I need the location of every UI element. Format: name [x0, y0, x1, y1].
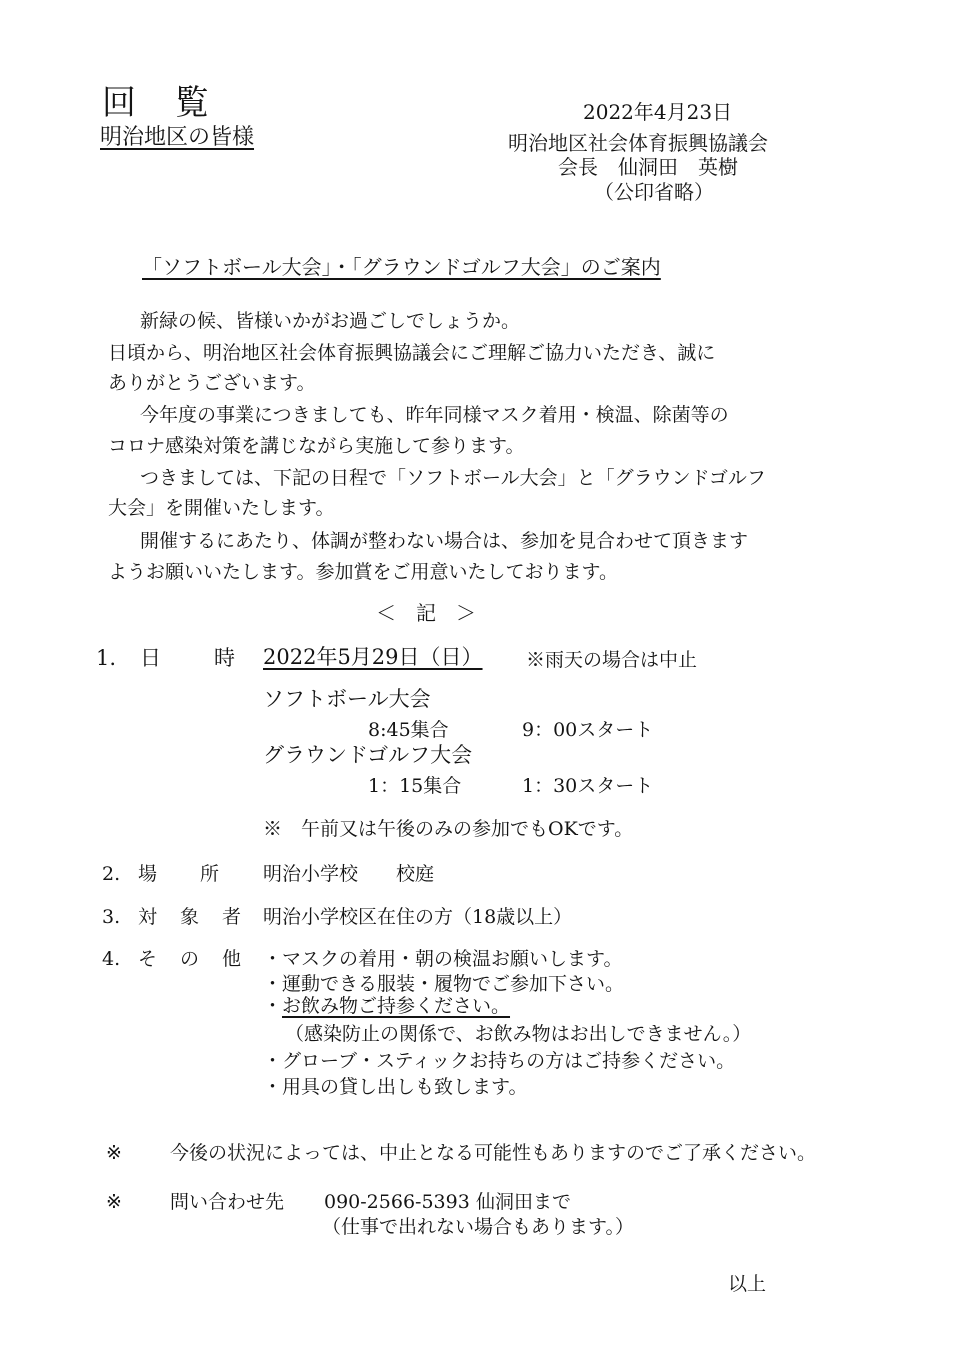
golf-title: グラウンドゴルフ大会 [263, 743, 473, 767]
body-line: ありがとうございます。 [108, 372, 316, 394]
other-bullet: ・マスクの着用・朝の検温お願いします。 [263, 948, 623, 970]
body-line: コロナ感染対策を講じながら実施して参ります。 [108, 435, 525, 457]
other-bullet: ・運動できる服装・履物でご参加下さい。 [263, 973, 625, 995]
item-label: 場 [138, 863, 158, 885]
golf-start-time: 1：30スタート [522, 775, 654, 797]
item-number: 2. [102, 863, 121, 885]
item-label: 象 [180, 906, 200, 928]
other-bullet-drinks: お飲み物ご持参ください。 [282, 995, 511, 1017]
contact-note: （仕事で出れない場合もあります。） [322, 1216, 634, 1238]
record-heading: ＜ 記 ＞ [376, 601, 476, 625]
note-mark: ※ [106, 1142, 122, 1164]
body-line: 今年度の事業につきましても、昨年同様マスク着用・検温、除菌等の [140, 404, 729, 426]
seal-note: （公印省略） [594, 180, 714, 204]
item-label: の [180, 948, 200, 970]
item-label: 者 [222, 906, 242, 928]
body-line: 開催するにあたり、体調が整わない場合は、参加を見合わせて頂きます [140, 530, 749, 552]
item-label: 他 [222, 948, 242, 970]
rain-note: ※雨天の場合は中止 [526, 649, 698, 671]
softball-start-time: 9：00スタート [522, 719, 654, 741]
item-label: 時 [214, 646, 235, 670]
body-line: ようお願いいたします。参加賞をご用意いたしております。 [108, 561, 618, 583]
closing: 以上 [728, 1273, 767, 1295]
eligibility: 明治小学校区在住の方（18歳以上） [263, 906, 573, 928]
body-line: 大会」を開催いたします。 [108, 497, 335, 519]
cancel-note: 今後の状況によっては、中止となる可能性もありますのでご了承ください。 [170, 1142, 817, 1164]
subject-title: 「ソフトボール大会」・「グラウンドゴルフ大会」のご案内 [142, 255, 661, 279]
softball-title: ソフトボール大会 [263, 687, 431, 711]
issue-date: 2022年4月23日 [583, 100, 733, 124]
contact-phone: 090-2566-5393 [324, 1191, 470, 1213]
contact-name: 仙洞田まで [476, 1191, 572, 1213]
venue: 明治小学校 校庭 [263, 863, 435, 885]
note-mark: ※ [106, 1191, 122, 1213]
item-label: 日 [140, 646, 161, 670]
golf-gather-time: 1：15集合 [368, 775, 462, 797]
item-label: 対 [138, 906, 158, 928]
item-number: 4. [102, 948, 121, 970]
event-date: 2022年5月29日（日） [263, 645, 483, 669]
item-label: そ [138, 948, 158, 970]
body-line: つきましては、下記の日程で「ソフトボール大会」と「グラウンドゴルフ [140, 467, 766, 489]
circular-title: 回 覧 [102, 83, 223, 123]
item-label: 所 [200, 863, 220, 885]
other-bullet-drinks-note: （感染防止の関係で、お飲み物はお出しできません。） [285, 1023, 752, 1045]
item-number: 3. [102, 906, 121, 928]
body-line: 新緑の候、皆様いかがお過ごしでしょうか。 [140, 310, 521, 332]
other-bullet: ・グローブ・スティックお持ちの方はご持参ください。 [263, 1050, 736, 1072]
participation-note: ※ 午前又は午後のみの参加でもOKです。 [263, 818, 634, 840]
contact-label: 問い合わせ先 [170, 1191, 285, 1213]
softball-gather-time: 8:45集合 [368, 719, 449, 741]
other-bullet-mark: ・ [263, 995, 283, 1017]
organization-name: 明治地区社会体育振興協議会 [508, 131, 768, 155]
addressee: 明治地区の皆様 [100, 125, 255, 150]
president-name: 会長 仙洞田 英樹 [558, 155, 738, 179]
body-line: 日頃から、明治地区社会体育振興協議会にご理解ご協力いただき、誠に [108, 342, 716, 364]
item-number: 1. [96, 646, 117, 670]
other-bullet: ・用具の貸し出しも致します。 [263, 1076, 528, 1098]
